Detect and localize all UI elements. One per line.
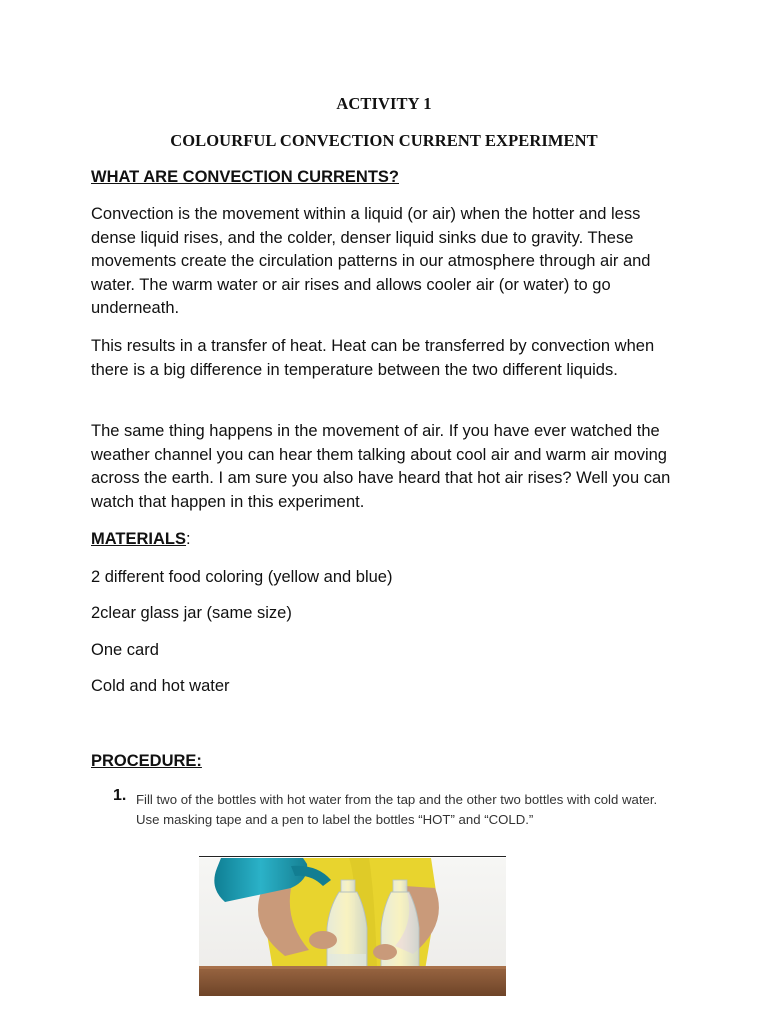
paragraph-heat-transfer: This results in a transfer of heat. Heat can be transferred by convection when there is a big difference in temperature between the two different liquids. <box>91 337 655 379</box>
paragraph-convection: Convection is the movement within a liquid (or air) when the hotter and less dense liquid rises, and the colder, denser liquid sinks due to gravity. These movements create the circulation patterns in our atmosphere through air and water. The warm water or air rises and allows cooler air (or water) to go underneath. <box>91 205 651 318</box>
experiment-photo <box>199 858 506 996</box>
material-item: One card <box>91 641 159 659</box>
material-item: Cold and hot water <box>91 677 230 695</box>
section-heading-what <box>91 168 399 187</box>
material-item: 2clear glass jar (same size) <box>91 604 292 622</box>
section-heading-what-text: WHAT ARE CONVECTION CURRENTS? <box>91 168 399 186</box>
material-item: 2 different food coloring (yellow and blue) <box>91 568 393 586</box>
procedure-heading-text: PROCEDURE: <box>91 752 202 770</box>
section-heading-materials <box>91 530 191 549</box>
step-text: Fill two of the bottles with hot water from the tap and the other two bottles with cold water. Use masking tape and a pen to label the bottles “HOT” and “COLD.” <box>136 792 658 827</box>
experiment-title: COLOURFUL CONVECTION CURRENT EXPERIMENT <box>170 131 598 150</box>
materials-heading-colon: : <box>186 530 191 548</box>
experiment-photo-illustration <box>199 858 506 996</box>
section-heading-procedure <box>91 752 202 771</box>
image-top-rule <box>199 856 506 857</box>
materials-heading-text: MATERIALS <box>91 530 187 548</box>
step-number: 1. <box>113 787 127 804</box>
activity-title: ACTIVITY 1 <box>336 94 432 113</box>
paragraph-air-movement: The same thing happens in the movement of air. If you have ever watched the weather channel you can hear them talking about cool air and warm air moving across the earth. I am sure you also have heard that hot air rises? Well you can watch that happen in this experiment. <box>91 422 671 511</box>
